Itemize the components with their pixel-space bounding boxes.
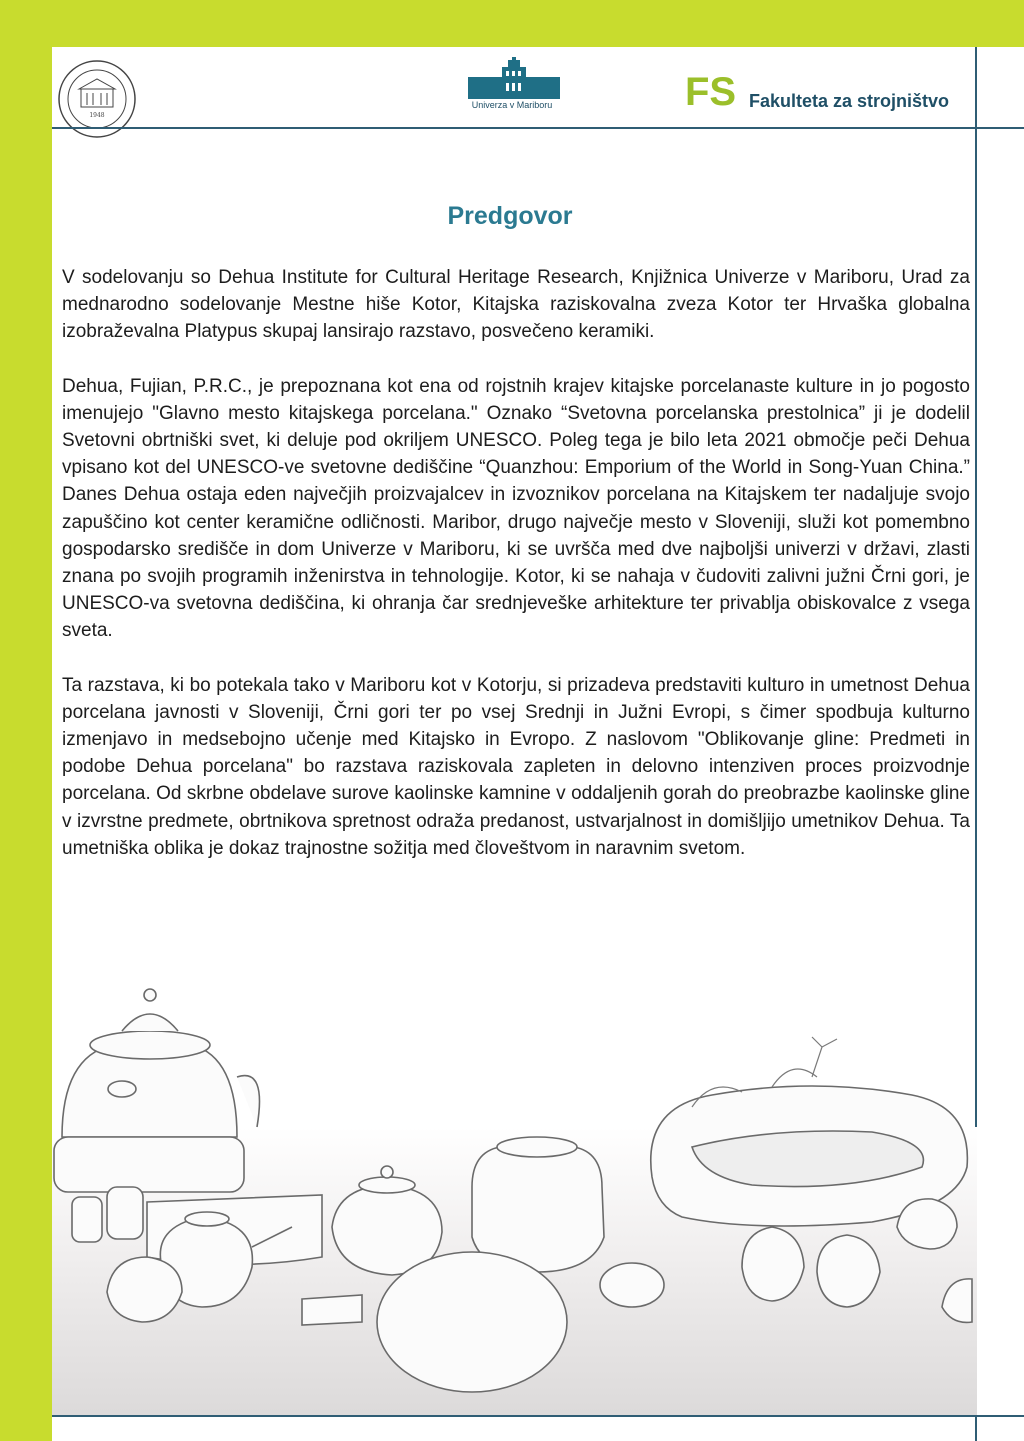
- paragraph-3: Ta razstava, ki bo potekala tako v Mariboru kot v Kotorju, si prizadeva predstaviti kulturo in umetnost Dehua porcelana javnosti v Sloveniji, Črni gori ter po vsej Srednji in Južni Evropi, s čimer spodbuja kulturno izmenjavo in medsebojno učenje med Kitajsko in Evropo. Z naslovom "Oblikovanje gline: Predmeti in podobe Dehua porcelana" bo razstava raziskovala zapleten in delovno intenziven proces proizvodnje porcelana. Od skrbne obdelave surove kaolinske kamnine v oddaljenih gorah do preobrazbe kaolinske gline v izvrstne predmete, obrtnikova spretnost odraža predanost, ustvarjalnost in domišljijo umetnikov Dehua. Ta umetniška oblika je dokaz trajnostne sožitja med človeštvom in naravnim svetom.: [62, 674, 970, 859]
- header-divider: [52, 127, 1024, 129]
- university-caption: Univerza v Mariboru: [471, 100, 553, 110]
- seal-year: 1948: [89, 112, 105, 119]
- porcelain-teaware-sketch: [52, 927, 977, 1415]
- faculty-name: Fakulteta za strojništvo: [749, 91, 950, 111]
- page: [52, 47, 1024, 1441]
- fs-logo-mark: [685, 69, 745, 113]
- fs-mark-text: FS: [685, 70, 737, 113]
- page-title: Predgovor: [447, 202, 573, 230]
- footer-divider: [52, 1415, 1024, 1417]
- paragraph-1: V sodelovanju so Dehua Institute for Cultural Heritage Research, Knjižnica Univerze v Mariboru, Urad za mednarodno sodelovanje Mestne hiše Kotor, Kitajska raziskovalna zveza Kotor ter Hrvaška globalna izobraževalna Platypus skupaj lansirajo razstavo, posvečeno keramiki.: [62, 267, 970, 343]
- body-text: [62, 264, 970, 889]
- accent-band: [0, 0, 1024, 47]
- paragraph-2: Dehua, Fujian, P.R.C., je prepoznana kot ena od rojstnih krajev kitajske porcelanaste kulture in jo pogosto imenujejo "Glavno mesto kitajskega porcelana." Oznako “Svetovna porcelanska prestolnica” ji je dodelil Svetovni obrtniški svet, ki deluje pod okriljem UNESCO. Poleg tega je bilo leta 2021 območje peči Dehua vpisano kot del UNESCO-ve svetovne dediščine “Quanzhou: Emporium of the World in Song-Yuan China.” Danes Dehua ostaja eden največjih proizvajalcev in izvoznikov porcelana na Kitajskem ter nadaljuje svojo zapuščino kot center keramične odličnosti. Maribor, drugo največje mesto v Sloveniji, služi kot pomembno gospodarsko središče in dom Univerze v Mariboru, ki se uvršča med dve najboljši univerzi v državi, zlasti znana po svojih programih inženirstva in tehnologije. Kotor, ki se nahaja v čudoviti zalivni južni Črni gori, je UNESCO-va svetovna dediščina, ki ohranja čar srednjeveške arhitekture ter privablja obiskovalce z vsega sveta.: [62, 375, 970, 642]
